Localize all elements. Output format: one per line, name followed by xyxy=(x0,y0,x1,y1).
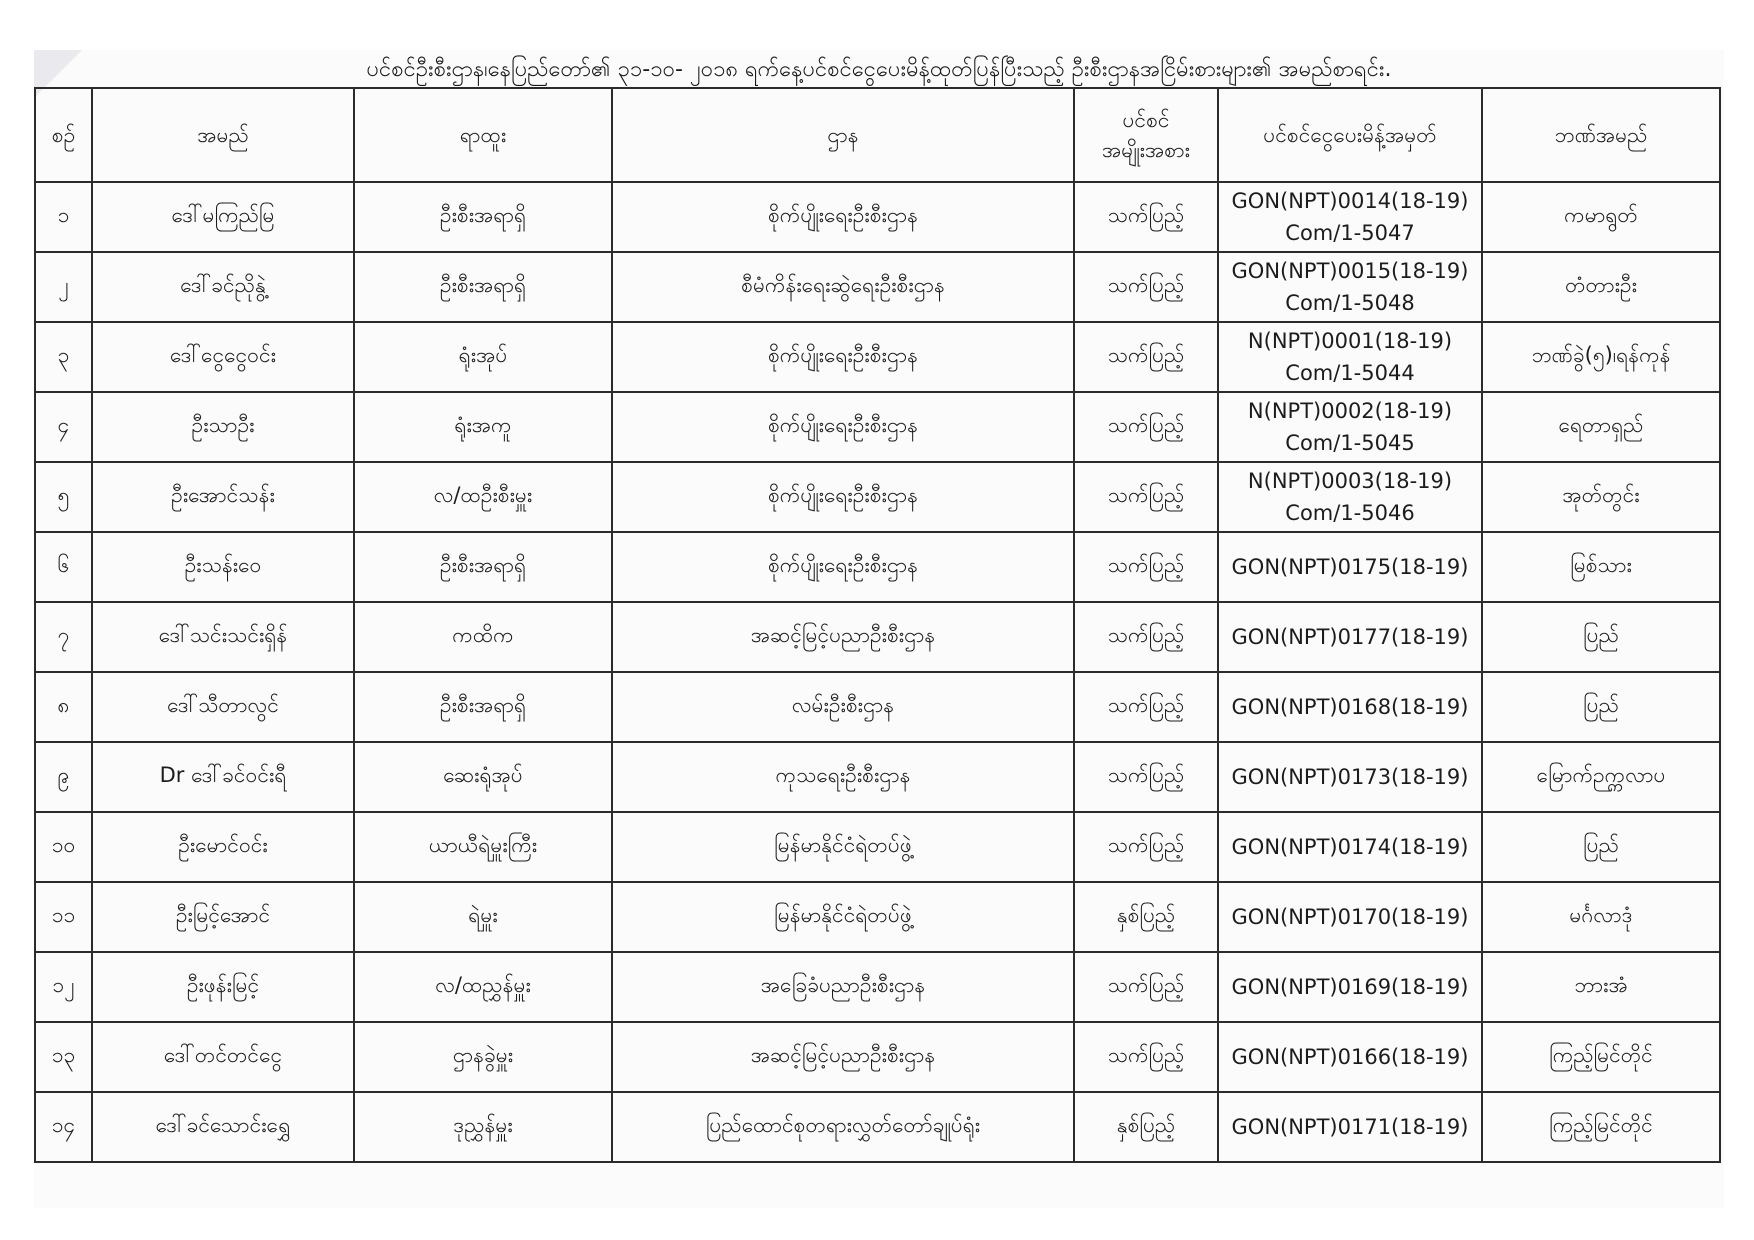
order-no-line: GON(NPT)0170(18-19) xyxy=(1231,905,1469,929)
cell-name: ဒေါ်သင်းသင်းရှိန် xyxy=(92,602,354,672)
table-row xyxy=(35,1022,1720,1092)
cell-name: ဦးသန်းဝေ xyxy=(92,532,354,602)
cell-order-no xyxy=(1218,742,1482,812)
cell-order-no xyxy=(1218,882,1482,952)
cell-no: ၅ xyxy=(35,462,92,532)
order-no-line: GON(NPT)0169(18-19) xyxy=(1231,975,1469,999)
order-no-line: GON(NPT)0015(18-19) xyxy=(1231,259,1469,283)
cell-no: ၂ xyxy=(35,252,92,322)
cell-order-no xyxy=(1218,462,1482,532)
order-no-line: Com/1-5047 xyxy=(1285,221,1415,245)
cell-no: ၈ xyxy=(35,672,92,742)
header-position: ရာထူး xyxy=(354,88,612,182)
cell-position: ရုံးအုပ် xyxy=(354,322,612,392)
cell-order-no xyxy=(1218,532,1482,602)
cell-order-no xyxy=(1218,812,1482,882)
cell-bank: မြောက်ဉက္ကလာပ xyxy=(1482,742,1720,812)
table-row xyxy=(35,252,1720,322)
cell-name: ဒေါ်ခင်သောင်းရွှေ xyxy=(92,1092,354,1162)
cell-department: မြန်မာနိုင်ငံရဲတပ်ဖွဲ့ xyxy=(612,812,1074,882)
table-row xyxy=(35,322,1720,392)
pension-roster-table xyxy=(34,87,1721,1163)
cell-no: ၁၃ xyxy=(35,1022,92,1092)
cell-name: ဒေါ်သီတာလွင် xyxy=(92,672,354,742)
cell-name: Dr ဒေါ်ခင်ဝင်းရီ xyxy=(92,742,354,812)
table-row xyxy=(35,952,1720,1022)
table-row xyxy=(35,392,1720,462)
table-row xyxy=(35,1092,1720,1162)
cell-bank: မြစ်သား xyxy=(1482,532,1720,602)
table-row xyxy=(35,462,1720,532)
cell-name: ဦးမောင်ဝင်း xyxy=(92,812,354,882)
cell-position: ဦးစီးအရာရှိ xyxy=(354,672,612,742)
cell-bank: ပြည် xyxy=(1482,812,1720,882)
cell-order-no xyxy=(1218,322,1482,392)
cell-bank: ဘဏ်ခွဲ(၅)၊ရန်ကုန် xyxy=(1482,322,1720,392)
cell-bank: ရေတာရှည် xyxy=(1482,392,1720,462)
cell-position: ဌာနခွဲမှူး xyxy=(354,1022,612,1092)
table-row xyxy=(35,532,1720,602)
order-no-line: GON(NPT)0177(18-19) xyxy=(1231,625,1469,649)
header-pension-type xyxy=(1074,88,1218,182)
cell-pension-type: သက်ပြည့် xyxy=(1074,742,1218,812)
table-body xyxy=(35,182,1720,1162)
header-pension-type-line: ပင်စင် အမျိုးအစား xyxy=(1102,108,1190,162)
header-row xyxy=(35,88,1720,182)
cell-order-no xyxy=(1218,252,1482,322)
order-no-line: GON(NPT)0174(18-19) xyxy=(1231,835,1469,859)
cell-pension-type: သက်ပြည့် xyxy=(1074,322,1218,392)
cell-pension-type: သက်ပြည့် xyxy=(1074,812,1218,882)
cell-department: ပြည်ထောင်စုတရားလွှတ်တော်ချုပ်ရုံး xyxy=(612,1092,1074,1162)
cell-position: ရဲမှူး xyxy=(354,882,612,952)
document-title: ပင်စင်ဦးစီးဌာန၊နေပြည်တော်၏ ၃၁-၁၀- ၂၀၁၈ ရက်နေ့ပင်စင်ငွေပေးမိန့်ထုတ်ပြန်ပြီးသည့် ဦးစီးဌာနအငြိမ်းစားများ၏ အမည်စာရင်း. xyxy=(366,57,1392,82)
cell-name: ဦးသာဦး xyxy=(92,392,354,462)
cell-position: ကထိက xyxy=(354,602,612,672)
cell-position: ဦးစီးအရာရှိ xyxy=(354,182,612,252)
table-row xyxy=(35,602,1720,672)
order-no-line: GON(NPT)0014(18-19) xyxy=(1231,189,1469,213)
cell-position: လ/ထညွှန်မှူး xyxy=(354,952,612,1022)
order-no-line: GON(NPT)0168(18-19) xyxy=(1231,695,1469,719)
cell-bank: ပြည် xyxy=(1482,602,1720,672)
cell-department: စိုက်ပျိုးရေးဦးစီးဌာန xyxy=(612,322,1074,392)
cell-bank: ပြည် xyxy=(1482,672,1720,742)
cell-no: ၁၁ xyxy=(35,882,92,952)
cell-bank: ကမာရွတ် xyxy=(1482,182,1720,252)
cell-bank: ဘားအံ xyxy=(1482,952,1720,1022)
cell-no: ၆ xyxy=(35,532,92,602)
cell-bank: အုတ်တွင်း xyxy=(1482,462,1720,532)
cell-position: ဒုညွှန်မှူး xyxy=(354,1092,612,1162)
cell-no: ၇ xyxy=(35,602,92,672)
cell-no: ၉ xyxy=(35,742,92,812)
order-no-line: GON(NPT)0166(18-19) xyxy=(1231,1045,1469,1069)
cell-department: စိုက်ပျိုးရေးဦးစီးဌာန xyxy=(612,532,1074,602)
cell-department: အဆင့်မြင့်ပညာဦးစီးဌာန xyxy=(612,602,1074,672)
table-row xyxy=(35,742,1720,812)
cell-position: ဦးစီးအရာရှိ xyxy=(354,252,612,322)
cell-pension-type: သက်ပြည့် xyxy=(1074,462,1218,532)
cell-department: လမ်းဦးစီးဌာန xyxy=(612,672,1074,742)
cell-no: ၁ xyxy=(35,182,92,252)
cell-name: ဒေါ်ခင်ညိုနွဲ့ xyxy=(92,252,354,322)
table-row xyxy=(35,672,1720,742)
order-no-line: N(NPT)0001(18-19) xyxy=(1247,329,1453,353)
cell-name: ဦးအောင်သန်း xyxy=(92,462,354,532)
cell-no: ၄ xyxy=(35,392,92,462)
cell-name: ဦးဖုန်းမြင့် xyxy=(92,952,354,1022)
order-no-line: Com/1-5046 xyxy=(1285,501,1415,525)
cell-no: ၁၂ xyxy=(35,952,92,1022)
cell-no: ၃ xyxy=(35,322,92,392)
cell-department: စိုက်ပျိုးရေးဦးစီးဌာန xyxy=(612,462,1074,532)
cell-no: ၁၀ xyxy=(35,812,92,882)
header-name: အမည် xyxy=(92,88,354,182)
cell-pension-type: သက်ပြည့် xyxy=(1074,532,1218,602)
cell-name: ဦးမြင့်အောင် xyxy=(92,882,354,952)
cell-position: ဦးစီးအရာရှိ xyxy=(354,532,612,602)
order-no-line: Com/1-5044 xyxy=(1285,361,1415,385)
cell-bank: တံတားဦး xyxy=(1482,252,1720,322)
cell-no: ၁၄ xyxy=(35,1092,92,1162)
cell-pension-type: သက်ပြည့် xyxy=(1074,1022,1218,1092)
cell-bank: ကြည့်မြင်တိုင် xyxy=(1482,1022,1720,1092)
cell-department: စိုက်ပျိုးရေးဦးစီးဌာန xyxy=(612,182,1074,252)
cell-name: ဒေါ်မကြည်မြ xyxy=(92,182,354,252)
cell-order-no xyxy=(1218,1022,1482,1092)
cell-position: ဆေးရုံအုပ် xyxy=(354,742,612,812)
order-no-line: GON(NPT)0173(18-19) xyxy=(1231,765,1469,789)
cell-pension-type: သက်ပြည့် xyxy=(1074,602,1218,672)
order-no-line: N(NPT)0002(18-19) xyxy=(1247,399,1453,423)
cell-order-no xyxy=(1218,952,1482,1022)
cell-department: ကုသရေးဦးစီးဌာန xyxy=(612,742,1074,812)
cell-pension-type: သက်ပြည့် xyxy=(1074,952,1218,1022)
cell-name: ဒေါ်ငွေငွေဝင်း xyxy=(92,322,354,392)
cell-pension-type: သက်ပြည့် xyxy=(1074,182,1218,252)
header-no: စဉ် xyxy=(35,88,92,182)
order-no-line: N(NPT)0003(18-19) xyxy=(1247,469,1453,493)
cell-department: အခြေခံပညာဦးစီးဌာန xyxy=(612,952,1074,1022)
cell-name: ဒေါ်တင်တင်ငွေ xyxy=(92,1022,354,1092)
table-row xyxy=(35,882,1720,952)
cell-order-no xyxy=(1218,392,1482,462)
cell-order-no xyxy=(1218,672,1482,742)
cell-bank: ကြည့်မြင်တိုင် xyxy=(1482,1092,1720,1162)
table-row xyxy=(35,812,1720,882)
cell-department: အဆင့်မြင့်ပညာဦးစီးဌာန xyxy=(612,1022,1074,1092)
order-no-line: GON(NPT)0171(18-19) xyxy=(1231,1115,1469,1139)
cell-pension-type: သက်ပြည့် xyxy=(1074,672,1218,742)
order-no-line: GON(NPT)0175(18-19) xyxy=(1231,555,1469,579)
cell-order-no xyxy=(1218,182,1482,252)
table-row xyxy=(35,182,1720,252)
cell-order-no xyxy=(1218,602,1482,672)
cell-pension-type: နှစ်ပြည့် xyxy=(1074,882,1218,952)
header-department: ဌာန xyxy=(612,88,1074,182)
cell-department: စိုက်ပျိုးရေးဦးစီးဌာန xyxy=(612,392,1074,462)
cell-position: ရုံးအကူ xyxy=(354,392,612,462)
cell-pension-type: နှစ်ပြည့် xyxy=(1074,1092,1218,1162)
cell-bank: မင်္ဂလာဒုံ xyxy=(1482,882,1720,952)
cell-position: ယာယီရဲမှူးကြီး xyxy=(354,812,612,882)
cell-order-no xyxy=(1218,1092,1482,1162)
cell-department: မြန်မာနိုင်ငံရဲတပ်ဖွဲ့ xyxy=(612,882,1074,952)
header-order-no: ပင်စင်ငွေပေးမိန့်အမှတ် xyxy=(1218,88,1482,182)
cell-pension-type: သက်ပြည့် xyxy=(1074,252,1218,322)
cell-pension-type: သက်ပြည့် xyxy=(1074,392,1218,462)
header-bank: ဘဏ်အမည် xyxy=(1482,88,1720,182)
order-no-line: Com/1-5048 xyxy=(1285,291,1415,315)
cell-department: စီမံကိန်းရေးဆွဲရေးဦးစီးဌာန xyxy=(612,252,1074,322)
cell-position: လ/ထဦးစီးမှူး xyxy=(354,462,612,532)
order-no-line: Com/1-5045 xyxy=(1285,431,1415,455)
